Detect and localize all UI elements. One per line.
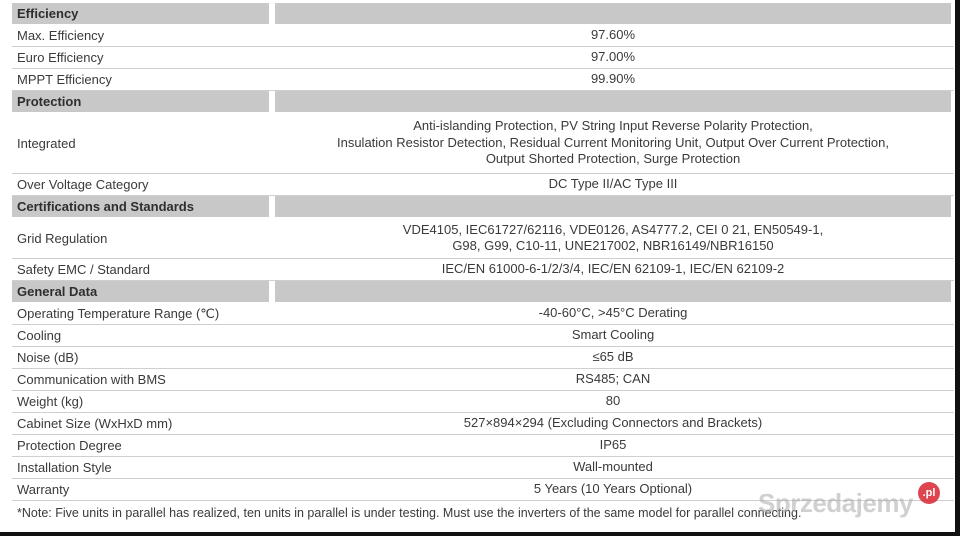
section-filler bbox=[275, 281, 951, 302]
row-label: Integrated bbox=[12, 113, 275, 173]
watermark-badge: .pl bbox=[918, 482, 940, 504]
screen-edge-bottom bbox=[0, 532, 960, 536]
table-row bbox=[12, 303, 954, 325]
row-label: Max. Efficiency bbox=[12, 25, 275, 46]
table-row bbox=[12, 325, 954, 347]
table-row bbox=[12, 25, 954, 47]
section-filler bbox=[275, 196, 951, 217]
row-value: Smart Cooling bbox=[571, 327, 655, 343]
section-header-efficiency bbox=[12, 3, 954, 25]
table-row bbox=[12, 347, 954, 369]
row-value: IEC/EN 61000-6-1/2/3/4, IEC/EN 62109-1, IEC/EN 62109-2 bbox=[441, 261, 785, 277]
screen-edge-right bbox=[955, 0, 960, 536]
row-label: Over Voltage Category bbox=[12, 174, 275, 195]
row-label: Grid Regulation bbox=[12, 218, 275, 258]
value-line: Insulation Resistor Detection, Residual Current Monitoring Unit, Output Over Current Protection, bbox=[336, 134, 890, 150]
row-label: Noise (dB) bbox=[12, 347, 275, 368]
value-line: Anti-islanding Protection, PV String Input Reverse Polarity Protection, bbox=[413, 118, 813, 134]
value-line: G98, G99, C10-11, UNE217002, NBR16149/NBR16150 bbox=[452, 238, 774, 253]
row-label: MPPT Efficiency bbox=[12, 69, 275, 90]
table-row bbox=[12, 391, 954, 413]
value-line: Output Shorted Protection, Surge Protection bbox=[485, 151, 741, 167]
row-value: DC Type II/AC Type III bbox=[548, 176, 678, 192]
row-value: Wall-mounted bbox=[573, 459, 653, 475]
table-row bbox=[12, 218, 954, 259]
row-value bbox=[275, 113, 951, 173]
table-row bbox=[12, 113, 954, 174]
section-title: Certifications and Standards bbox=[12, 196, 275, 217]
watermark-logo: Sprzedajemy bbox=[758, 488, 913, 518]
row-label: Installation Style bbox=[12, 457, 275, 478]
row-value bbox=[275, 218, 951, 258]
table-row bbox=[12, 47, 954, 69]
table-row bbox=[12, 435, 954, 457]
row-value: IP65 bbox=[599, 437, 627, 453]
table-row bbox=[12, 259, 954, 281]
table-row bbox=[12, 457, 954, 479]
row-value: 80 bbox=[605, 393, 621, 409]
row-value: 97.00% bbox=[590, 49, 636, 65]
spec-table bbox=[12, 3, 954, 501]
row-value: ≤65 dB bbox=[592, 349, 634, 365]
row-label: Operating Temperature Range (℃) bbox=[12, 303, 275, 324]
row-value: 5 Years (10 Years Optional) bbox=[533, 481, 693, 497]
table-row bbox=[12, 413, 954, 435]
row-label: Cooling bbox=[12, 325, 275, 346]
row-label: Communication with BMS bbox=[12, 369, 275, 390]
section-title: General Data bbox=[12, 281, 275, 302]
section-title: Efficiency bbox=[12, 3, 275, 24]
table-row bbox=[12, 69, 954, 91]
table-row bbox=[12, 174, 954, 196]
section-filler bbox=[275, 3, 951, 24]
row-value: RS485; CAN bbox=[575, 371, 651, 387]
section-header-general-data bbox=[12, 281, 954, 303]
row-value: 99.90% bbox=[590, 71, 636, 87]
row-value: 527×894×294 (Excluding Connectors and Brackets) bbox=[463, 415, 763, 431]
row-label: Safety EMC / Standard bbox=[12, 259, 275, 280]
section-title: Protection bbox=[12, 91, 275, 112]
value-line: VDE4105, IEC61727/62116, VDE0126, AS4777.2, CEI 0 21, EN50549-1, bbox=[402, 221, 824, 237]
row-label: Cabinet Size (WxHxD mm) bbox=[12, 413, 275, 434]
section-header-protection bbox=[12, 91, 954, 113]
section-filler bbox=[275, 91, 951, 112]
row-label: Euro Efficiency bbox=[12, 47, 275, 68]
table-row bbox=[12, 369, 954, 391]
section-header-certifications bbox=[12, 196, 954, 218]
row-value: -40-60°C, >45°C Derating bbox=[538, 305, 688, 321]
footnote: *Note: Five units in parallel has realized, ten units in parallel is under testing. Must use the inverters of the same model for parallel connecting. bbox=[17, 506, 802, 520]
row-label: Protection Degree bbox=[12, 435, 275, 456]
row-value: 97.60% bbox=[590, 27, 636, 43]
row-label: Weight (kg) bbox=[12, 391, 275, 412]
row-label: Warranty bbox=[12, 479, 275, 500]
